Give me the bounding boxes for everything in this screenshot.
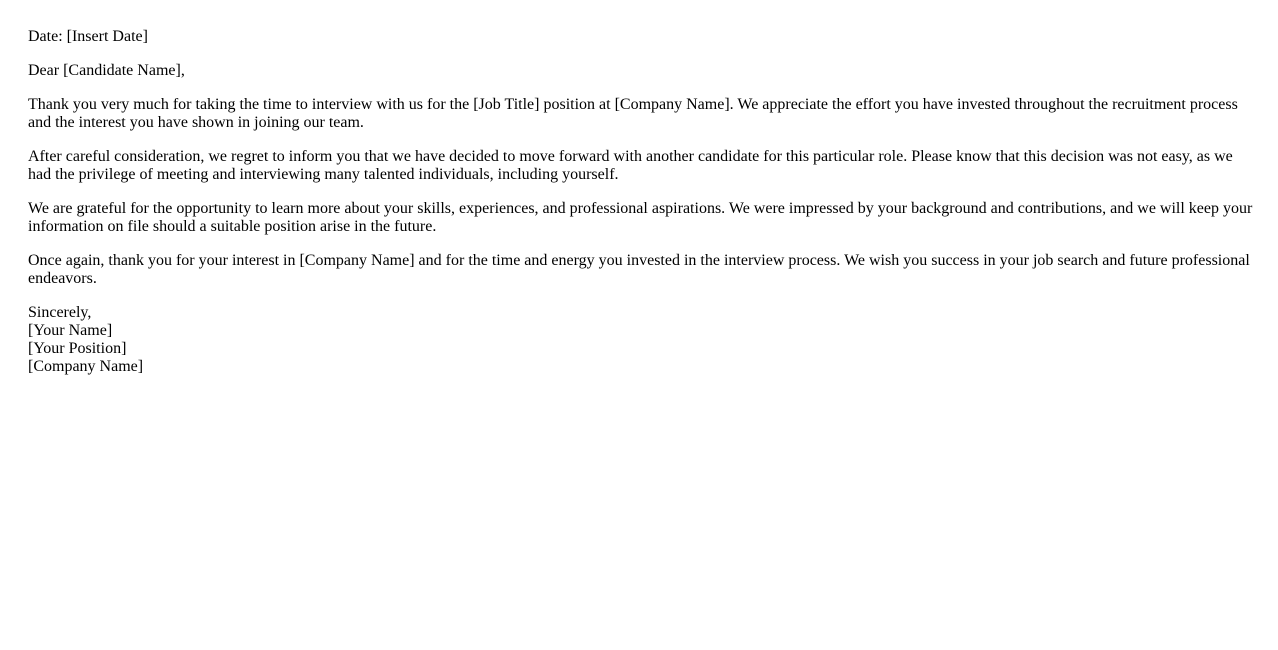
letter-salutation: Dear [Candidate Name], xyxy=(28,62,185,79)
letter-paragraph-1: Thank you very much for taking the time to interview with us for the [Job Title] position at [Company Name]. We appreciate the effort you have invested throughout the recruitment process and the interest you have shown in joining our team. xyxy=(28,96,1238,131)
letter-closing xyxy=(28,304,1256,376)
closing-company-name: [Company Name] xyxy=(28,358,144,375)
closing-signoff: Sincerely, xyxy=(28,304,92,321)
closing-sender-name: [Your Name] xyxy=(28,322,113,339)
letter-paragraph-4: Once again, thank you for your interest in [Company Name] and for the time and energy you invested in the interview process. We wish you success in your job search and future professional endeavors. xyxy=(28,252,1250,287)
letter-paragraph-3: We are grateful for the opportunity to learn more about your skills, experiences, and professional aspirations. We were impressed by your background and contributions, and we will keep your information on file should a suitable position arise in the future. xyxy=(28,200,1253,235)
rejection-letter xyxy=(28,28,1256,376)
closing-sender-position: [Your Position] xyxy=(28,340,127,357)
letter-paragraph-2: After careful consideration, we regret to inform you that we have decided to move forward with another candidate for this particular role. Please know that this decision was not easy, as we had the privilege of meeting and interviewing many talented individuals, including yourself. xyxy=(28,148,1233,183)
letter-date: Date: [Insert Date] xyxy=(28,28,148,45)
